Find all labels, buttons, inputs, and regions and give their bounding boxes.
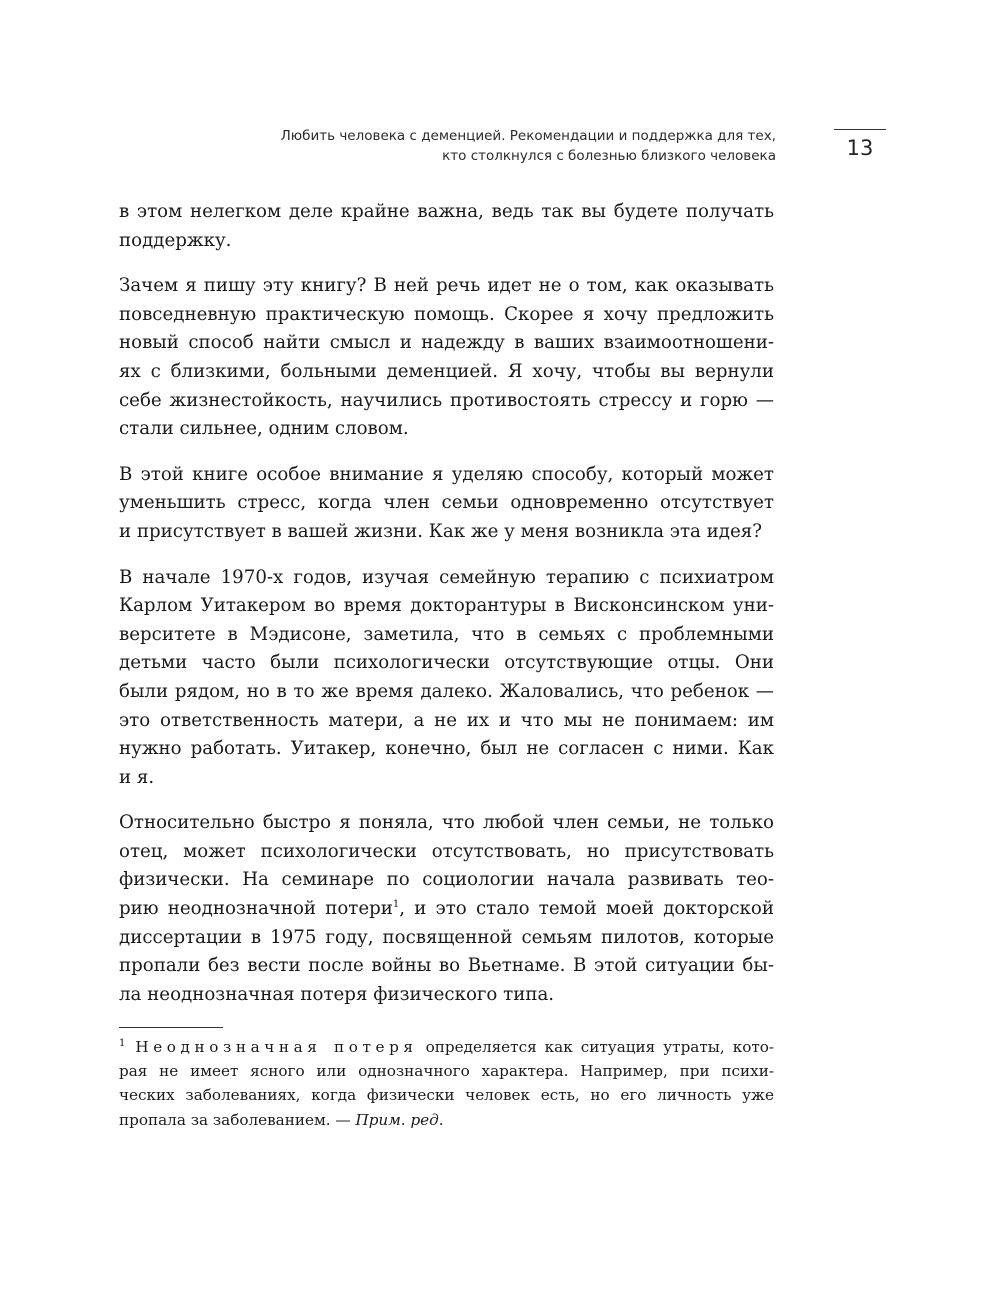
running-title-line-2: кто столкнулся с болезнью близкого человека xyxy=(442,148,776,164)
paragraph-2 xyxy=(119,272,774,444)
body-text xyxy=(119,198,774,1026)
text-line: нужно работать. Уитакер, конечно, был не согласен с ними. Как xyxy=(119,738,774,760)
text-line: себе жизнестойкость, научились противостоять стрессу и горю — xyxy=(119,389,774,411)
text-line: физически. На семинаре по социологии начала развивать тео- xyxy=(119,869,774,891)
footnote-term: Неоднозначная потеря xyxy=(135,1038,418,1056)
text-line: стали сильнее, одним словом. xyxy=(119,418,409,440)
text-line: ях с близкими, больными деменцией. Я хочу, чтобы вы вернули xyxy=(119,360,774,382)
text-segment: пропала за заболеванием. — xyxy=(119,1110,356,1129)
text-line: В начале 1970-х годов, изучая семейную терапию с психиатром xyxy=(119,566,774,588)
footnote-line: рая не имеет ясного или однозначного характера. Например, при психи- xyxy=(119,1062,774,1081)
editor-note: Прим. ред. xyxy=(355,1110,444,1129)
text-line: верситете в Мэдисоне, заметила, что в семьях с проблемными xyxy=(119,623,774,645)
text-line: диссертации в 1975 году, посвященной семьям пилотов, которые xyxy=(119,926,774,948)
text-line: пропали без вести после войны во Вьетнаме. В этой ситуации бы- xyxy=(119,955,774,977)
page-number: 13 xyxy=(846,136,874,160)
text-line: это ответственность матери, а не их и что мы не понимаем: им xyxy=(119,709,774,731)
text-line: Относительно быстро я поняла, что любой член семьи, не только xyxy=(119,812,774,834)
text-line: Карлом Уитакером во время докторантуры в Висконсинском уни- xyxy=(119,595,774,617)
paragraph-1 xyxy=(119,198,774,255)
footnote-mark: 1 xyxy=(119,1037,126,1049)
text-line: новый способ найти смысл и надежду в ваших взаимоотношени- xyxy=(119,332,774,354)
footnote-line: ческих заболеваниях, когда физически человек есть, но его личность уже xyxy=(119,1086,774,1105)
footnote xyxy=(119,1035,774,1132)
text-segment: рию неоднозначной потери xyxy=(119,898,393,920)
paragraph-3 xyxy=(119,461,774,547)
text-line: и я. xyxy=(119,766,155,788)
footnote-line xyxy=(119,1035,774,1059)
text-segment: , и это стало темой моей докторской xyxy=(399,898,774,920)
footnote-reference[interactable]: 1 xyxy=(392,899,400,910)
text-line: В этой книге особое внимание я уделяю способу, который может xyxy=(119,463,774,485)
text-line-with-footnote-ref xyxy=(119,895,774,924)
text-line: поддержку. xyxy=(119,229,232,251)
text-line: и присутствует в вашей жизни. Как же у меня возникла эта идея? xyxy=(119,520,762,542)
text-line: в этом нелегком деле крайне важна, ведь так вы будете получать xyxy=(119,201,774,222)
running-head xyxy=(250,126,776,166)
folio-rule xyxy=(834,129,886,130)
footnote-separator xyxy=(119,1027,223,1028)
running-title-line-1: Любить человека с деменцией. Рекомендации и поддержка для тех, xyxy=(280,128,776,144)
text-line: повседневную практическую помощь. Скорее я хочу предложить xyxy=(119,303,774,325)
text-line: Зачем я пишу эту книгу? В ней речь идет не о том, как оказывать xyxy=(119,275,774,297)
text-segment: определяется как ситуация утраты, кото- xyxy=(425,1038,775,1056)
paragraph-4 xyxy=(119,564,774,793)
text-line: детьми часто были психологически отсутствующие отцы. Они xyxy=(119,652,774,674)
footnote-line xyxy=(119,1108,774,1132)
text-line: уменьшить стресс, когда член семьи одновременно отсутствует xyxy=(119,492,774,514)
text-line: были рядом, но в то же время далеко. Жаловались, что ребенок — xyxy=(119,680,774,702)
paragraph-5 xyxy=(119,809,774,1009)
text-line: ла неоднозначная потеря физического типа. xyxy=(119,983,555,1005)
text-line: отец, может психологически отсутствовать, но присутствовать xyxy=(119,840,774,862)
